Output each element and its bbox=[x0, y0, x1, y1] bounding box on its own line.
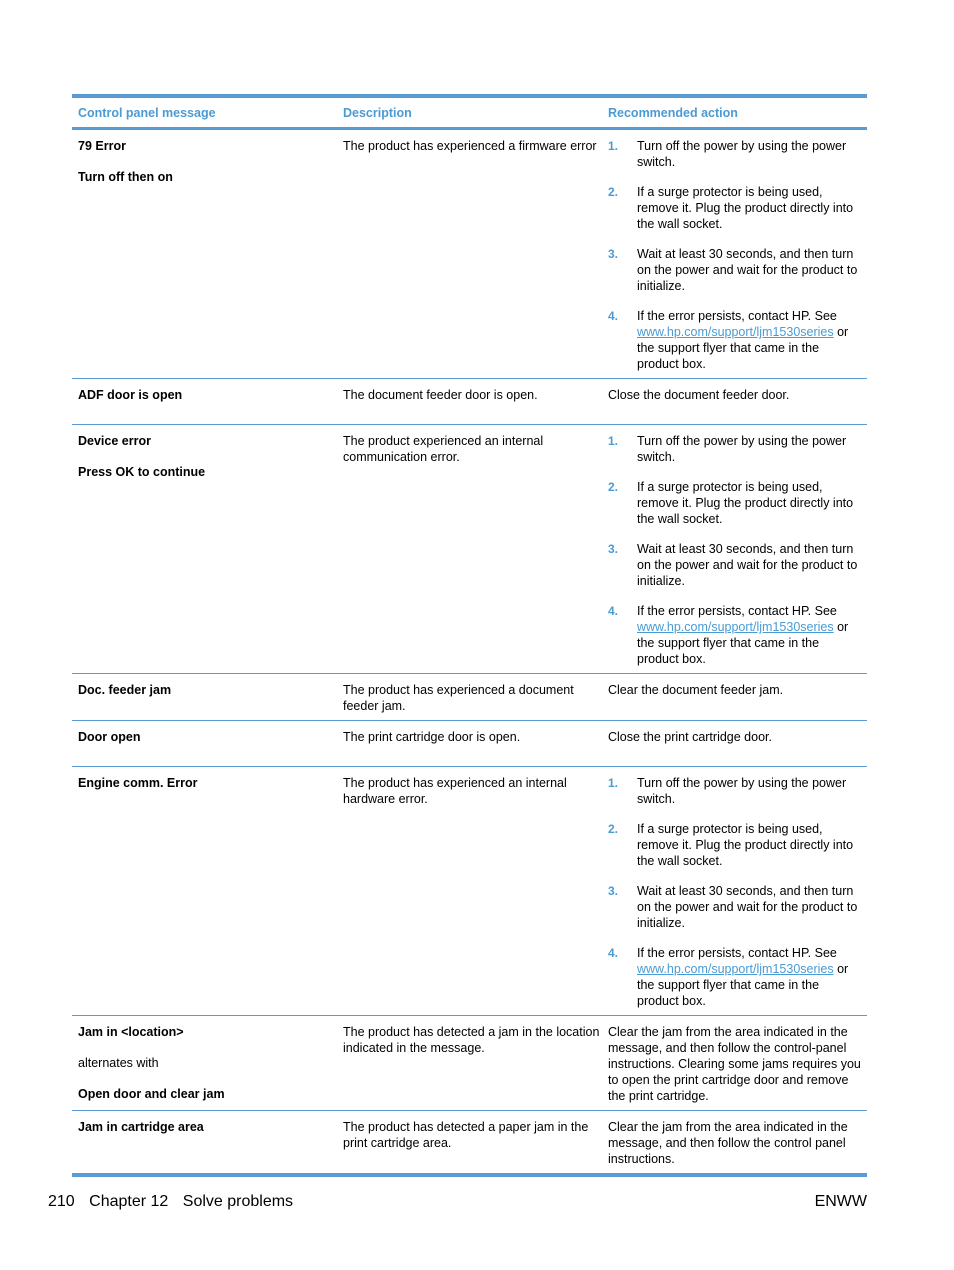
action-steps bbox=[608, 775, 863, 1009]
description-cell bbox=[337, 682, 602, 714]
action-step bbox=[608, 138, 863, 170]
step-text-pre: If the error persists, contact HP. See bbox=[637, 309, 837, 323]
description-text: The product has detected a jam in the location indicated in the message. bbox=[343, 1025, 600, 1055]
action-text: Clear the document feeder jam. bbox=[608, 683, 784, 697]
action-cell bbox=[602, 775, 867, 1009]
action-step bbox=[608, 246, 863, 294]
message-text: 79 Error bbox=[78, 139, 126, 153]
table-row bbox=[72, 379, 867, 425]
step-number: 3. bbox=[608, 542, 619, 556]
action-cell bbox=[602, 1119, 867, 1167]
step-number: 4. bbox=[608, 309, 619, 323]
table-row bbox=[72, 767, 867, 1016]
table-row bbox=[72, 674, 867, 721]
step-number: 4. bbox=[608, 946, 619, 960]
message-cell bbox=[72, 1024, 337, 1104]
message-text: Doc. feeder jam bbox=[78, 683, 172, 697]
message-cell bbox=[72, 775, 337, 1009]
message-cell bbox=[72, 433, 337, 667]
message-cell bbox=[72, 1119, 337, 1167]
page-footer bbox=[48, 1193, 867, 1211]
action-step bbox=[608, 883, 863, 931]
step-number: 3. bbox=[608, 247, 619, 261]
message-text: Press OK to continue bbox=[78, 465, 206, 479]
step-text: If a surge protector is being used, remove it. Plug the product directly into the wall socket. bbox=[637, 185, 854, 231]
description-cell bbox=[337, 1024, 602, 1104]
message-text: Turn off then on bbox=[78, 170, 173, 184]
step-text: Wait at least 30 seconds, and then turn on the power and wait for the product to initialize. bbox=[637, 247, 858, 293]
action-text: Close the document feeder door. bbox=[608, 388, 790, 402]
action-cell bbox=[602, 729, 867, 760]
action-text: Clear the jam from the area indicated in the message, and then follow the control panel instructions. bbox=[608, 1120, 848, 1166]
table-row bbox=[72, 425, 867, 674]
step-text: If a surge protector is being used, remove it. Plug the product directly into the wall socket. bbox=[637, 480, 854, 526]
step-text-post: or the support flyer that came in the product box. bbox=[637, 962, 849, 1008]
step-number: 1. bbox=[608, 776, 619, 790]
action-step bbox=[608, 821, 863, 869]
table-row bbox=[72, 130, 867, 379]
step-text: If a surge protector is being used, remove it. Plug the product directly into the wall socket. bbox=[637, 822, 854, 868]
description-text: The product has experienced a document feeder jam. bbox=[343, 683, 574, 713]
section-title: Solve problems bbox=[182, 1193, 294, 1210]
step-text bbox=[637, 945, 863, 1009]
description-cell bbox=[337, 138, 602, 372]
description-cell bbox=[337, 729, 602, 760]
footer-left bbox=[48, 1193, 303, 1211]
action-steps bbox=[608, 138, 863, 372]
message-text: Jam in <location> bbox=[78, 1025, 184, 1039]
hp-support-link[interactable]: www.hp.com/support/ljm1530series bbox=[637, 962, 834, 976]
step-text bbox=[637, 603, 863, 667]
step-number: 2. bbox=[608, 480, 619, 494]
action-cell bbox=[602, 433, 867, 667]
message-cell bbox=[72, 729, 337, 760]
header-control-panel-message: Control panel message bbox=[78, 105, 216, 120]
error-message-table bbox=[72, 94, 867, 1177]
table-row bbox=[72, 1016, 867, 1111]
footer-right: ENWW bbox=[814, 1193, 867, 1210]
action-cell bbox=[602, 387, 867, 418]
step-text: Wait at least 30 seconds, and then turn on the power and wait for the product to initialize. bbox=[637, 542, 858, 588]
step-text-pre: If the error persists, contact HP. See bbox=[637, 946, 837, 960]
message-text: alternates with bbox=[78, 1056, 159, 1070]
description-text: The product has experienced an internal hardware error. bbox=[343, 776, 567, 806]
message-text: ADF door is open bbox=[78, 388, 183, 402]
hp-support-link[interactable]: www.hp.com/support/ljm1530series bbox=[637, 620, 834, 634]
description-text: The product has detected a paper jam in the print cartridge area. bbox=[343, 1120, 589, 1150]
step-text: Turn off the power by using the power switch. bbox=[637, 139, 847, 169]
step-number: 2. bbox=[608, 822, 619, 836]
message-text: Open door and clear jam bbox=[78, 1087, 225, 1101]
header-recommended-action: Recommended action bbox=[608, 105, 738, 120]
action-step bbox=[608, 603, 863, 667]
description-cell bbox=[337, 387, 602, 418]
action-step bbox=[608, 308, 863, 372]
description-text: The document feeder door is open. bbox=[343, 388, 538, 402]
message-cell bbox=[72, 387, 337, 418]
action-cell bbox=[602, 138, 867, 372]
step-number: 2. bbox=[608, 185, 619, 199]
message-text: Engine comm. Error bbox=[78, 776, 198, 790]
action-cell bbox=[602, 1024, 867, 1104]
step-text: Turn off the power by using the power switch. bbox=[637, 434, 847, 464]
header-description: Description bbox=[343, 105, 412, 120]
step-text: Turn off the power by using the power switch. bbox=[637, 776, 847, 806]
table-row bbox=[72, 721, 867, 767]
message-cell bbox=[72, 138, 337, 372]
action-step bbox=[608, 775, 863, 807]
action-text: Clear the jam from the area indicated in the message, and then follow the control-panel instructions. Clearing some jams requires you to open the print cartridge door and remove the print cartridge. bbox=[608, 1025, 861, 1103]
step-number: 4. bbox=[608, 604, 619, 618]
action-step bbox=[608, 541, 863, 589]
hp-support-link[interactable]: www.hp.com/support/ljm1530series bbox=[637, 325, 834, 339]
step-number: 1. bbox=[608, 434, 619, 448]
step-text: Wait at least 30 seconds, and then turn on the power and wait for the product to initialize. bbox=[637, 884, 858, 930]
message-cell bbox=[72, 682, 337, 714]
description-text: The print cartridge door is open. bbox=[343, 730, 521, 744]
message-text: Door open bbox=[78, 730, 141, 744]
step-number: 3. bbox=[608, 884, 619, 898]
page-number: 210 bbox=[48, 1193, 75, 1210]
description-text: The product experienced an internal communication error. bbox=[343, 434, 544, 464]
description-cell bbox=[337, 1119, 602, 1167]
message-text: Device error bbox=[78, 434, 151, 448]
action-step bbox=[608, 479, 863, 527]
step-text-pre: If the error persists, contact HP. See bbox=[637, 604, 837, 618]
action-cell bbox=[602, 682, 867, 714]
action-steps bbox=[608, 433, 863, 667]
action-text: Close the print cartridge door. bbox=[608, 730, 772, 744]
step-text-post: or the support flyer that came in the product box. bbox=[637, 620, 849, 666]
action-step bbox=[608, 945, 863, 1009]
chapter-label: Chapter 12 bbox=[89, 1193, 169, 1210]
step-number: 1. bbox=[608, 139, 619, 153]
message-text: Jam in cartridge area bbox=[78, 1120, 204, 1134]
description-cell bbox=[337, 775, 602, 1009]
table-header bbox=[72, 98, 867, 130]
description-cell bbox=[337, 433, 602, 667]
step-text-post: or the support flyer that came in the product box. bbox=[637, 325, 849, 371]
step-text bbox=[637, 308, 863, 372]
action-step bbox=[608, 433, 863, 465]
table-row bbox=[72, 1111, 867, 1173]
action-step bbox=[608, 184, 863, 232]
description-text: The product has experienced a firmware error bbox=[343, 139, 597, 153]
